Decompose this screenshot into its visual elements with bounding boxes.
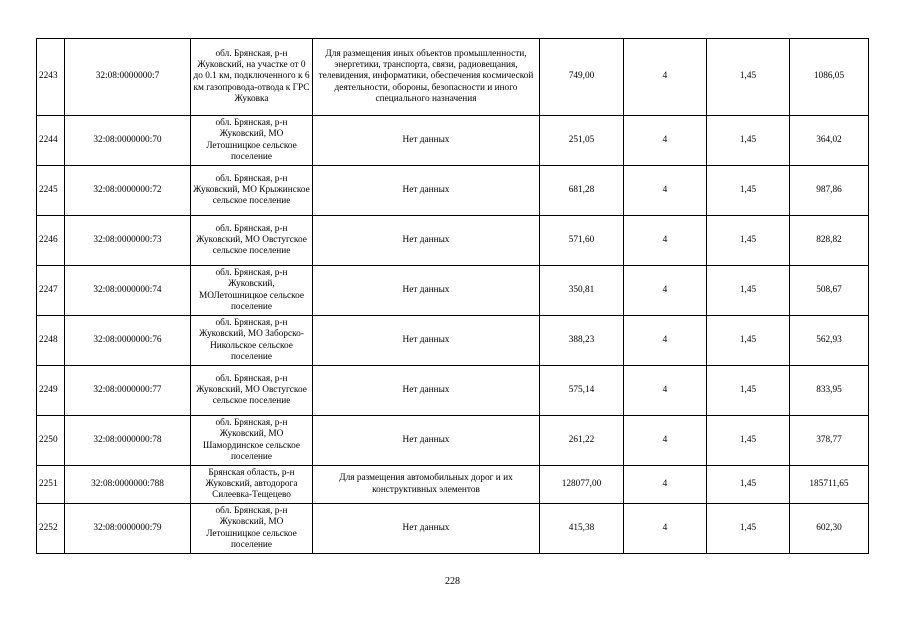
area: 261,22 [540,416,624,466]
cadastral-number: 32:08:0000000:74 [65,266,191,316]
cadastral-number: 32:08:0000000:73 [65,216,191,266]
rate: 1,45 [707,116,790,166]
table-row [37,166,869,216]
cadastral-number: 32:08:0000000:79 [65,504,191,554]
area: 251,05 [540,116,624,166]
address: обл. Брянская, р-н Жуковский, МО Летошницкое сельское поселение [191,116,313,166]
row-number: 2250 [37,416,65,466]
area: 415,38 [540,504,624,554]
rate: 1,45 [707,416,790,466]
row-number: 2246 [37,216,65,266]
cadastral-number: 32:08:0000000:76 [65,316,191,366]
rate: 1,45 [707,316,790,366]
table-row [37,39,869,116]
permitted-use: Нет данных [313,116,540,166]
rate: 1,45 [707,366,790,416]
table-row [37,116,869,166]
document-page [36,38,868,554]
row-number: 2245 [37,166,65,216]
category: 4 [624,39,707,116]
row-number: 2252 [37,504,65,554]
area: 350,81 [540,266,624,316]
rate: 1,45 [707,39,790,116]
value: 602,30 [790,504,869,554]
rate: 1,45 [707,216,790,266]
permitted-use: Нет данных [313,266,540,316]
cadastral-number: 32:08:0000000:77 [65,366,191,416]
value: 378,77 [790,416,869,466]
value: 987,86 [790,166,869,216]
table-row [37,216,869,266]
permitted-use: Для размещения иных объектов промышленности, энергетики, транспорта, связи, радиовещания, телевидения, информатики, обеспечения космической деятельности, обороны, безопасности и иного специального назначения [313,39,540,116]
category: 4 [624,266,707,316]
cadastral-number: 32:08:0000000:70 [65,116,191,166]
rate: 1,45 [707,466,790,504]
land-plots-table [36,38,869,554]
table-body [37,39,869,554]
address: обл. Брянская, р-н Жуковский, МО Летошницкое сельское поселение [191,504,313,554]
page-number: 228 [445,576,460,587]
permitted-use: Нет данных [313,504,540,554]
permitted-use: Нет данных [313,216,540,266]
row-number: 2249 [37,366,65,416]
area: 571,60 [540,216,624,266]
permitted-use: Нет данных [313,366,540,416]
address: Брянская область, р-н Жуковский, автодорога Силеевка-Тещецево [191,466,313,504]
value: 364,02 [790,116,869,166]
table-row [37,366,869,416]
row-number: 2247 [37,266,65,316]
category: 4 [624,466,707,504]
permitted-use: Нет данных [313,316,540,366]
category: 4 [624,216,707,266]
row-number: 2251 [37,466,65,504]
category: 4 [624,504,707,554]
address: обл. Брянская, р-н Жуковский, МО Овстугское сельское поселение [191,366,313,416]
area: 575,14 [540,366,624,416]
value: 185711,65 [790,466,869,504]
value: 508,67 [790,266,869,316]
table-row [37,316,869,366]
value: 833,95 [790,366,869,416]
address: обл. Брянская, р-н Жуковский, МО Заборско-Никольское сельское поселение [191,316,313,366]
permitted-use: Для размещения автомобильных дорог и их конструктивных элементов [313,466,540,504]
row-number: 2244 [37,116,65,166]
table-row [37,266,869,316]
cadastral-number: 32:08:0000000:78 [65,416,191,466]
address: обл. Брянская, р-н Жуковский, на участке от 0 до 0.1 км, подключенного к 6 км газопровода-отвода к ГРС Жуковка [191,39,313,116]
category: 4 [624,166,707,216]
table-row [37,504,869,554]
area: 388,23 [540,316,624,366]
value: 562,93 [790,316,869,366]
address: обл. Брянская, р-н Жуковский, МОЛетошницкое сельское поселение [191,266,313,316]
area: 749,00 [540,39,624,116]
cadastral-number: 32:08:0000000:72 [65,166,191,216]
category: 4 [624,416,707,466]
permitted-use: Нет данных [313,416,540,466]
cadastral-number: 32:08:0000000:7 [65,39,191,116]
row-number: 2243 [37,39,65,116]
value: 828,82 [790,216,869,266]
category: 4 [624,366,707,416]
rate: 1,45 [707,504,790,554]
permitted-use: Нет данных [313,166,540,216]
category: 4 [624,316,707,366]
category: 4 [624,116,707,166]
area: 128077,00 [540,466,624,504]
table-row [37,466,869,504]
table-row [37,416,869,466]
address: обл. Брянская, р-н Жуковский, МО Шамординское сельское поселение [191,416,313,466]
row-number: 2248 [37,316,65,366]
address: обл. Брянская, р-н Жуковский, МО Крыжинское сельское поселение [191,166,313,216]
address: обл. Брянская, р-н Жуковский, МО Овстугское сельское поселение [191,216,313,266]
value: 1086,05 [790,39,869,116]
rate: 1,45 [707,166,790,216]
area: 681,28 [540,166,624,216]
cadastral-number: 32:08:0000000:788 [65,466,191,504]
rate: 1,45 [707,266,790,316]
